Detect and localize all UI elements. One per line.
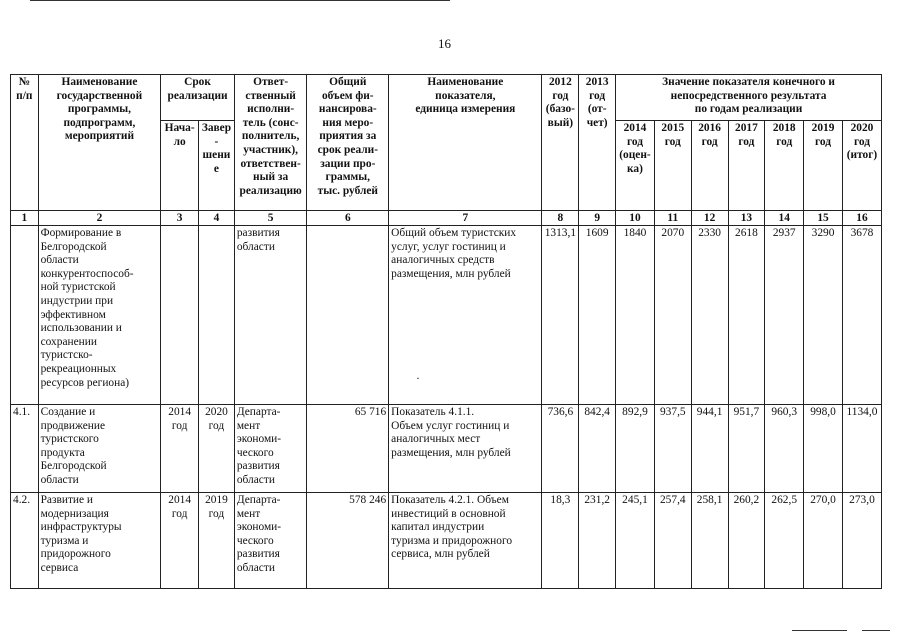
header-year: 2014 год (оцен- ка) <box>616 121 655 211</box>
row-2013: 842,4 <box>579 405 616 493</box>
row-value: 944,1 <box>691 405 728 493</box>
header-year: 2019 год <box>804 121 843 211</box>
row-financing: 578 246 <box>307 493 389 589</box>
row-value: 951,7 <box>728 405 765 493</box>
bottom-rule <box>792 630 847 631</box>
row-value: 2070 <box>654 226 691 405</box>
table-row <box>11 226 882 405</box>
table-row <box>11 405 882 493</box>
column-number: 13 <box>728 211 765 226</box>
column-number: 1 <box>11 211 39 226</box>
column-number: 5 <box>234 211 307 226</box>
row-indicator: Показатель 4.2.1. Объем инвестиций в основной капитал индустрии туризма и придорожного сервиса, млн рублей <box>389 493 542 589</box>
header-values: Значение показателя конечного и непосредственного результата по годам реализации <box>616 75 882 121</box>
row-value: 257,4 <box>654 493 691 589</box>
row-name: Развитие и модернизация инфраструктуры туризма и придорожного сервиса <box>38 493 161 589</box>
column-number-row <box>11 211 882 226</box>
row-value: 2618 <box>728 226 765 405</box>
row-value: 2330 <box>691 226 728 405</box>
row-value: 2937 <box>765 226 804 405</box>
column-number: 11 <box>654 211 691 226</box>
row-2012: 736,6 <box>542 405 579 493</box>
row-end <box>199 226 235 405</box>
row-end: 2019 год <box>199 493 235 589</box>
row-value: 1134,0 <box>842 405 881 493</box>
scan-dot: · <box>416 371 420 385</box>
row-start <box>161 226 199 405</box>
row-value: 273,0 <box>842 493 881 589</box>
row-value: 245,1 <box>616 493 655 589</box>
row-value: 3290 <box>804 226 843 405</box>
top-rule <box>30 0 450 1</box>
row-financing <box>307 226 389 405</box>
table-row <box>11 493 882 589</box>
column-number: 8 <box>542 211 579 226</box>
row-value: 258,1 <box>691 493 728 589</box>
header-2012: 2012 год (базо- вый) <box>542 75 579 211</box>
column-number: 4 <box>199 211 235 226</box>
row-executor: развития области <box>234 226 307 405</box>
column-number: 15 <box>804 211 843 226</box>
row-name: Создание и продвижение туристского продукта Белгородской области <box>38 405 161 493</box>
row-financing: 65 716 <box>307 405 389 493</box>
header-year: 2016 год <box>691 121 728 211</box>
row-value: 3678 <box>842 226 881 405</box>
column-number: 10 <box>616 211 655 226</box>
column-number: 3 <box>161 211 199 226</box>
row-executor: Департа- мент экономи- ческого развития области <box>234 493 307 589</box>
row-2012: 18,3 <box>542 493 579 589</box>
row-value: 262,5 <box>765 493 804 589</box>
row-start: 2014 год <box>161 493 199 589</box>
column-number: 7 <box>389 211 542 226</box>
header-end: Завер- шение <box>199 121 235 211</box>
column-number: 2 <box>38 211 161 226</box>
column-number: 9 <box>579 211 616 226</box>
column-number: 6 <box>307 211 389 226</box>
header-executor: Ответ- ственный исполни- тель (сонс- полнитель, участник), ответствен- ный за реализацию <box>234 75 307 211</box>
row-value: 892,9 <box>616 405 655 493</box>
row-2013: 1609 <box>579 226 616 405</box>
row-num: 4.1. <box>11 405 39 493</box>
row-start: 2014 год <box>161 405 199 493</box>
header-year: 2017 год <box>728 121 765 211</box>
page-number: 16 <box>438 36 451 51</box>
column-number: 12 <box>691 211 728 226</box>
header-indicator: Наименование показателя, единица измерения <box>389 75 542 211</box>
row-indicator: Общий объем туристских услуг, услуг гостиниц и аналогичных средств размещения, млн рублей <box>389 226 542 405</box>
header-srok: Срок реализации <box>161 75 235 121</box>
row-value: 1840 <box>616 226 655 405</box>
column-number: 16 <box>842 211 881 226</box>
row-end: 2020 год <box>199 405 235 493</box>
program-table <box>10 74 882 589</box>
row-2013: 231,2 <box>579 493 616 589</box>
row-value: 260,2 <box>728 493 765 589</box>
row-executor: Департа- мент экономи- ческого развития области <box>234 405 307 493</box>
header-year: 2018 год <box>765 121 804 211</box>
header-name: Наименование государственной программы, подпрограмм, мероприятий <box>38 75 161 211</box>
row-value: 270,0 <box>804 493 843 589</box>
row-value: 937,5 <box>654 405 691 493</box>
row-value: 998,0 <box>804 405 843 493</box>
row-num <box>11 226 39 405</box>
header-year: 2015 год <box>654 121 691 211</box>
row-num: 4.2. <box>11 493 39 589</box>
header-num: № п/п <box>11 75 39 211</box>
header-start: Нача- ло <box>161 121 199 211</box>
row-name: Формирование в Белгородской области конкурентоспособ- ной туристской индустрии при эффективном использовании и сохранении туристско- рекреационных ресурсов региона) <box>38 226 161 405</box>
column-number: 14 <box>765 211 804 226</box>
row-value: 960,3 <box>765 405 804 493</box>
header-2013: 2013 год (от- чет) <box>579 75 616 211</box>
row-2012: 1313,1 <box>542 226 579 405</box>
header-financing: Общий объем фи- нансирова- ния меро- приятия за срок реали- зации про- граммы, тыс. рублей <box>307 75 389 211</box>
row-indicator: Показатель 4.1.1. Объем услуг гостиниц и аналогичных мест размещения, млн рублей <box>389 405 542 493</box>
header-year: 2020 год (итог) <box>842 121 881 211</box>
bottom-rule <box>862 630 890 631</box>
